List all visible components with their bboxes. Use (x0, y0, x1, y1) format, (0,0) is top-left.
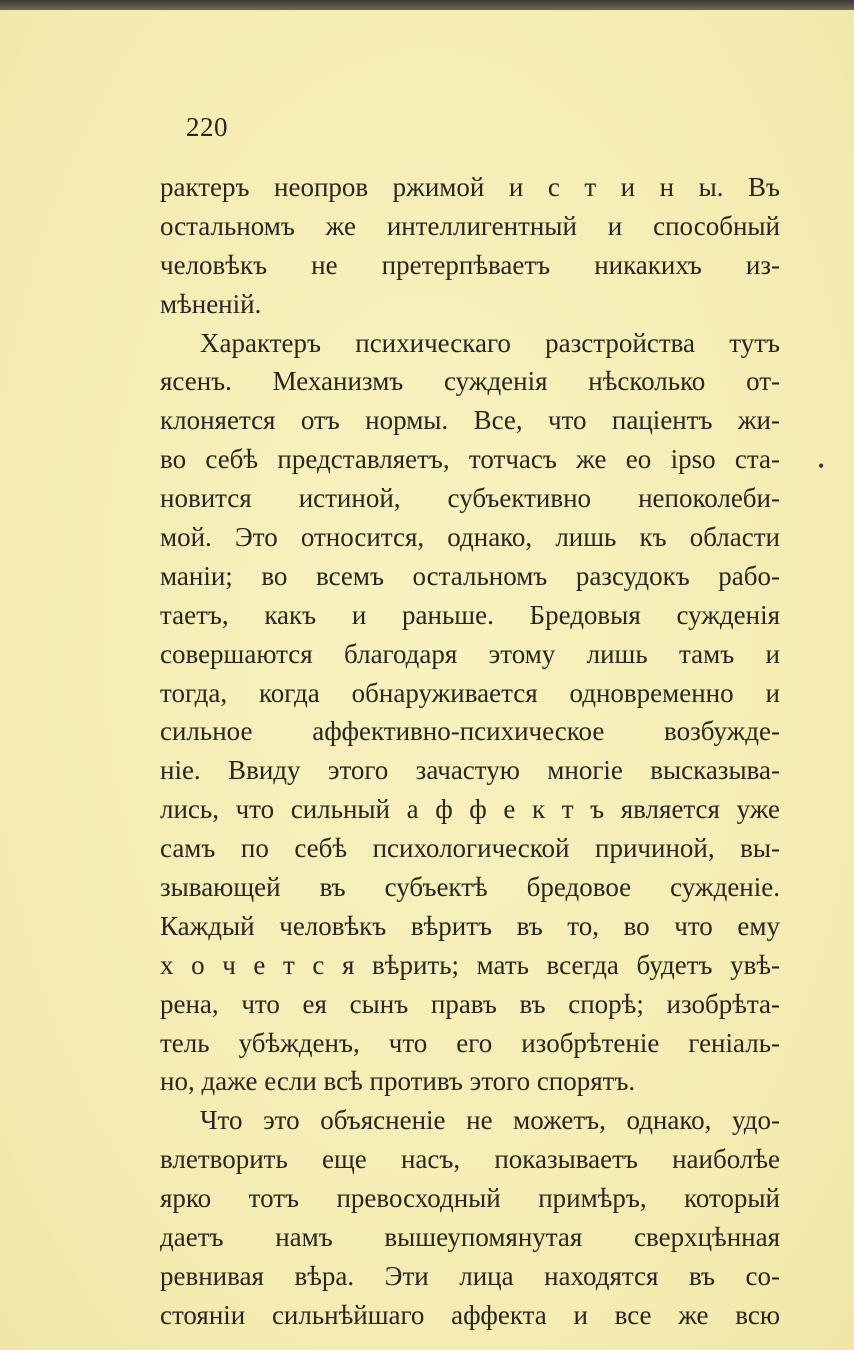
text-line: маніи; во всемъ остальномъ разсудокъ рабо- (160, 560, 780, 591)
body-text (160, 168, 780, 1335)
text-line: Что это объясненіе не можетъ, однако, удо- (200, 1105, 780, 1136)
text-line: сильное аффективно-психическое возбужде- (160, 716, 780, 747)
text-line: остальномъ же интеллигентный и способный (160, 210, 780, 241)
text-line: Каждый человѣкъ вѣритъ въ то, во что ему (160, 910, 780, 941)
text-line: новится истиной, субъективно непоколеби- (160, 483, 780, 514)
margin-mark: • (818, 456, 825, 476)
text-line: но, даже если всѣ противъ этого спорятъ. (160, 1066, 636, 1097)
text-line: х о ч е т с я вѣрить; мать всегда будетъ увѣ- (160, 949, 780, 980)
text-line: рена, что ея сынъ правъ въ спорѣ; изобрѣта- (160, 988, 780, 1019)
text-line: совершаются благодаря этому лишь тамъ и (160, 638, 780, 669)
text-line: мой. Это относится, однако, лишь къ области (160, 522, 780, 553)
scan-top-edge (0, 0, 854, 10)
text-line: лись, что сильный а ф ф е к т ъ является уже (160, 794, 780, 825)
text-line: клоняется отъ нормы. Все, что паціентъ жи- (160, 405, 780, 436)
text-line: мѣненій. (160, 288, 262, 319)
text-line: самъ по себѣ психологической причиной, вы- (160, 833, 780, 864)
text-line: человѣкъ не претерпѣваетъ никакихъ из- (160, 249, 780, 280)
text-line: ясенъ. Механизмъ сужденія нѣсколько от- (160, 366, 780, 397)
text-line: ярко тотъ превосходный примѣръ, который (160, 1183, 780, 1214)
text-line: таетъ, какъ и раньше. Бредовыя сужденія (160, 599, 780, 630)
text-line: Характеръ психическаго разстройства тутъ (200, 327, 780, 358)
text-line: даетъ намъ вышеупомянутая сверхцѣнная (160, 1222, 780, 1253)
text-line: тогда, когда обнаруживается одновременно и (160, 677, 780, 708)
text-line: ревнивая вѣра. Эти лица находятся въ со- (160, 1260, 780, 1291)
text-line: зывающей въ субъектѣ бредовое сужденіе. (160, 872, 780, 903)
text-line: тель убѣжденъ, что его изобрѣтеніе геніаль- (160, 1027, 780, 1058)
text-line: влетворить еще насъ, показываетъ наиболѣе (160, 1144, 780, 1175)
text-line: стояніи сильнѣйшаго аффекта и все же всю (160, 1299, 780, 1330)
text-line: ніе. Ввиду этого зачастую многіе высказыва- (160, 755, 780, 786)
text-line: во себѣ представляетъ, тотчасъ же eo ipso ста- (160, 444, 780, 475)
page-number: 220 (186, 112, 228, 142)
text-line: рактеръ неопров ржимой и с т и н ы. Въ (160, 172, 780, 202)
